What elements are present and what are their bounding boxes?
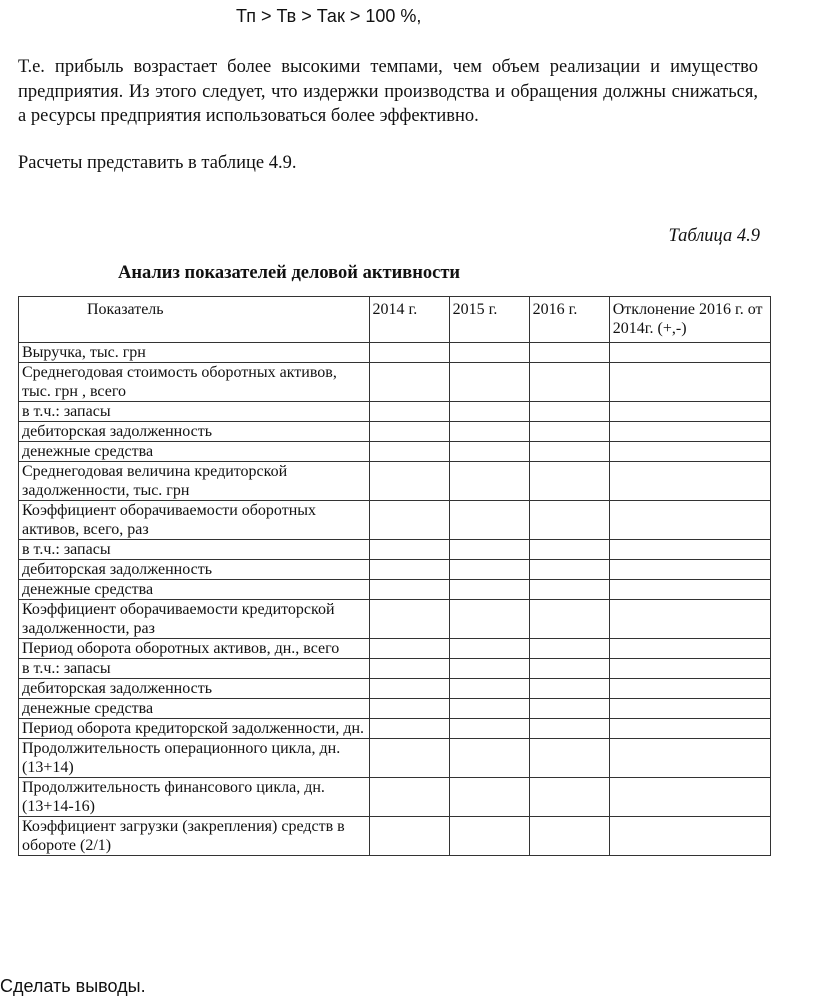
value-cell[interactable] [449, 363, 529, 402]
value-cell[interactable] [609, 659, 770, 679]
value-cell[interactable] [369, 462, 449, 501]
value-cell[interactable] [609, 817, 770, 856]
instruction-text: Расчеты представить в таблице 4.9. [18, 153, 297, 173]
value-cell[interactable] [369, 719, 449, 739]
table-row [19, 739, 771, 778]
value-cell[interactable] [529, 442, 609, 462]
value-cell[interactable] [529, 560, 609, 580]
value-cell[interactable] [609, 679, 770, 699]
header-2016: 2016 г. [529, 297, 609, 343]
indicator-cell: Продолжительность финансового цикла, дн.(13+14-16) [19, 778, 370, 817]
value-cell[interactable] [449, 699, 529, 719]
indicator-cell: Коэффициент оборачиваемости оборотных активов, всего, раз [19, 501, 370, 540]
indicator-cell: денежные средства [19, 442, 370, 462]
value-cell[interactable] [449, 679, 529, 699]
value-cell[interactable] [449, 719, 529, 739]
value-cell[interactable] [529, 679, 609, 699]
value-cell[interactable] [369, 540, 449, 560]
value-cell[interactable] [529, 600, 609, 639]
indicator-cell: Период оборота кредиторской задолженности, дн. [19, 719, 370, 739]
value-cell[interactable] [609, 363, 770, 402]
indicator-cell: денежные средства [19, 580, 370, 600]
value-cell[interactable] [369, 699, 449, 719]
value-cell[interactable] [609, 719, 770, 739]
header-indicator: Показатель [19, 297, 370, 343]
value-cell[interactable] [369, 580, 449, 600]
value-cell[interactable] [529, 778, 609, 817]
value-cell[interactable] [609, 639, 770, 659]
value-cell[interactable] [609, 442, 770, 462]
value-cell[interactable] [369, 739, 449, 778]
formula-line: Тп > Тв > Так > 100 %, [236, 6, 422, 26]
value-cell[interactable] [609, 402, 770, 422]
table-header-row [19, 297, 771, 343]
value-cell[interactable] [529, 699, 609, 719]
value-cell[interactable] [449, 739, 529, 778]
value-cell[interactable] [369, 659, 449, 679]
value-cell[interactable] [449, 462, 529, 501]
table-caption: Таблица 4.9 [668, 226, 760, 246]
table-row [19, 817, 771, 856]
table-row [19, 719, 771, 739]
value-cell[interactable] [369, 442, 449, 462]
value-cell[interactable] [369, 817, 449, 856]
header-2015: 2015 г. [449, 297, 529, 343]
table-row [19, 600, 771, 639]
body-paragraph: Т.е. прибыль возрастает более высокими темпами, чем объем реализации и имущество предприятия. Из этого следует, что издержки производства и обращения должны снижаться, а ресурсы предприятия использоваться более эффективно. [18, 57, 758, 126]
table-row [19, 402, 771, 422]
table-row [19, 639, 771, 659]
table-row [19, 540, 771, 560]
value-cell[interactable] [449, 817, 529, 856]
business-activity-table [18, 296, 771, 856]
value-cell[interactable] [529, 639, 609, 659]
value-cell[interactable] [529, 580, 609, 600]
value-cell[interactable] [369, 402, 449, 422]
value-cell[interactable] [609, 501, 770, 540]
value-cell[interactable] [449, 600, 529, 639]
table-row [19, 659, 771, 679]
indicator-cell: дебиторская задолженность [19, 560, 370, 580]
indicator-cell: дебиторская задолженность [19, 422, 370, 442]
indicator-cell: Период оборота оборотных активов, дн., всего [19, 639, 370, 659]
value-cell[interactable] [609, 699, 770, 719]
value-cell[interactable] [529, 817, 609, 856]
value-cell[interactable] [529, 363, 609, 402]
value-cell[interactable] [529, 739, 609, 778]
value-cell[interactable] [609, 600, 770, 639]
indicator-cell: в т.ч.: запасы [19, 659, 370, 679]
table-row [19, 778, 771, 817]
table-row [19, 679, 771, 699]
conclusion-text: Сделать выводы. [0, 976, 146, 996]
value-cell[interactable] [529, 501, 609, 540]
value-cell[interactable] [369, 343, 449, 363]
value-cell[interactable] [529, 343, 609, 363]
table-row [19, 343, 771, 363]
indicator-cell: Продолжительность операционного цикла, дн. (13+14) [19, 739, 370, 778]
indicator-cell: в т.ч.: запасы [19, 402, 370, 422]
indicator-cell: Коэффициент оборачиваемости кредиторской задолженности, раз [19, 600, 370, 639]
value-cell[interactable] [609, 580, 770, 600]
value-cell[interactable] [369, 600, 449, 639]
value-cell[interactable] [529, 402, 609, 422]
table-row [19, 699, 771, 719]
value-cell[interactable] [529, 540, 609, 560]
value-cell[interactable] [529, 719, 609, 739]
table-row [19, 580, 771, 600]
value-cell[interactable] [609, 739, 770, 778]
indicator-cell: Среднегодовая величина кредиторской задолженности, тыс. грн [19, 462, 370, 501]
table-title: Анализ показателей деловой активности [118, 263, 461, 283]
value-cell[interactable] [609, 560, 770, 580]
value-cell[interactable] [609, 540, 770, 560]
table-row [19, 501, 771, 540]
value-cell[interactable] [369, 560, 449, 580]
value-cell[interactable] [529, 422, 609, 442]
value-cell[interactable] [369, 778, 449, 817]
value-cell[interactable] [449, 778, 529, 817]
value-cell[interactable] [369, 679, 449, 699]
value-cell[interactable] [609, 778, 770, 817]
value-cell[interactable] [369, 422, 449, 442]
value-cell[interactable] [449, 659, 529, 679]
indicator-cell: дебиторская задолженность [19, 679, 370, 699]
value-cell[interactable] [449, 402, 529, 422]
value-cell[interactable] [449, 422, 529, 442]
value-cell[interactable] [449, 343, 529, 363]
value-cell[interactable] [449, 501, 529, 540]
indicator-cell: денежные средства [19, 699, 370, 719]
value-cell[interactable] [449, 560, 529, 580]
value-cell[interactable] [369, 363, 449, 402]
indicator-cell: Среднегодовая стоимость оборотных активов, тыс. грн , всего [19, 363, 370, 402]
value-cell[interactable] [609, 422, 770, 442]
value-cell[interactable] [609, 462, 770, 501]
table-row [19, 363, 771, 402]
header-deviation: Отклонение 2016 г. от 2014г. (+,-) [609, 297, 770, 343]
indicator-cell: Коэффициент загрузки (закрепления) средств в обороте (2/1) [19, 817, 370, 856]
value-cell[interactable] [449, 580, 529, 600]
header-2014: 2014 г. [369, 297, 449, 343]
table-row [19, 462, 771, 501]
value-cell[interactable] [529, 462, 609, 501]
value-cell[interactable] [449, 639, 529, 659]
value-cell[interactable] [369, 501, 449, 540]
value-cell[interactable] [529, 659, 609, 679]
value-cell[interactable] [369, 639, 449, 659]
value-cell[interactable] [449, 442, 529, 462]
indicator-cell: в т.ч.: запасы [19, 540, 370, 560]
value-cell[interactable] [609, 343, 770, 363]
table-row [19, 560, 771, 580]
table-row [19, 422, 771, 442]
table-row [19, 442, 771, 462]
indicator-cell: Выручка, тыс. грн [19, 343, 370, 363]
value-cell[interactable] [449, 540, 529, 560]
